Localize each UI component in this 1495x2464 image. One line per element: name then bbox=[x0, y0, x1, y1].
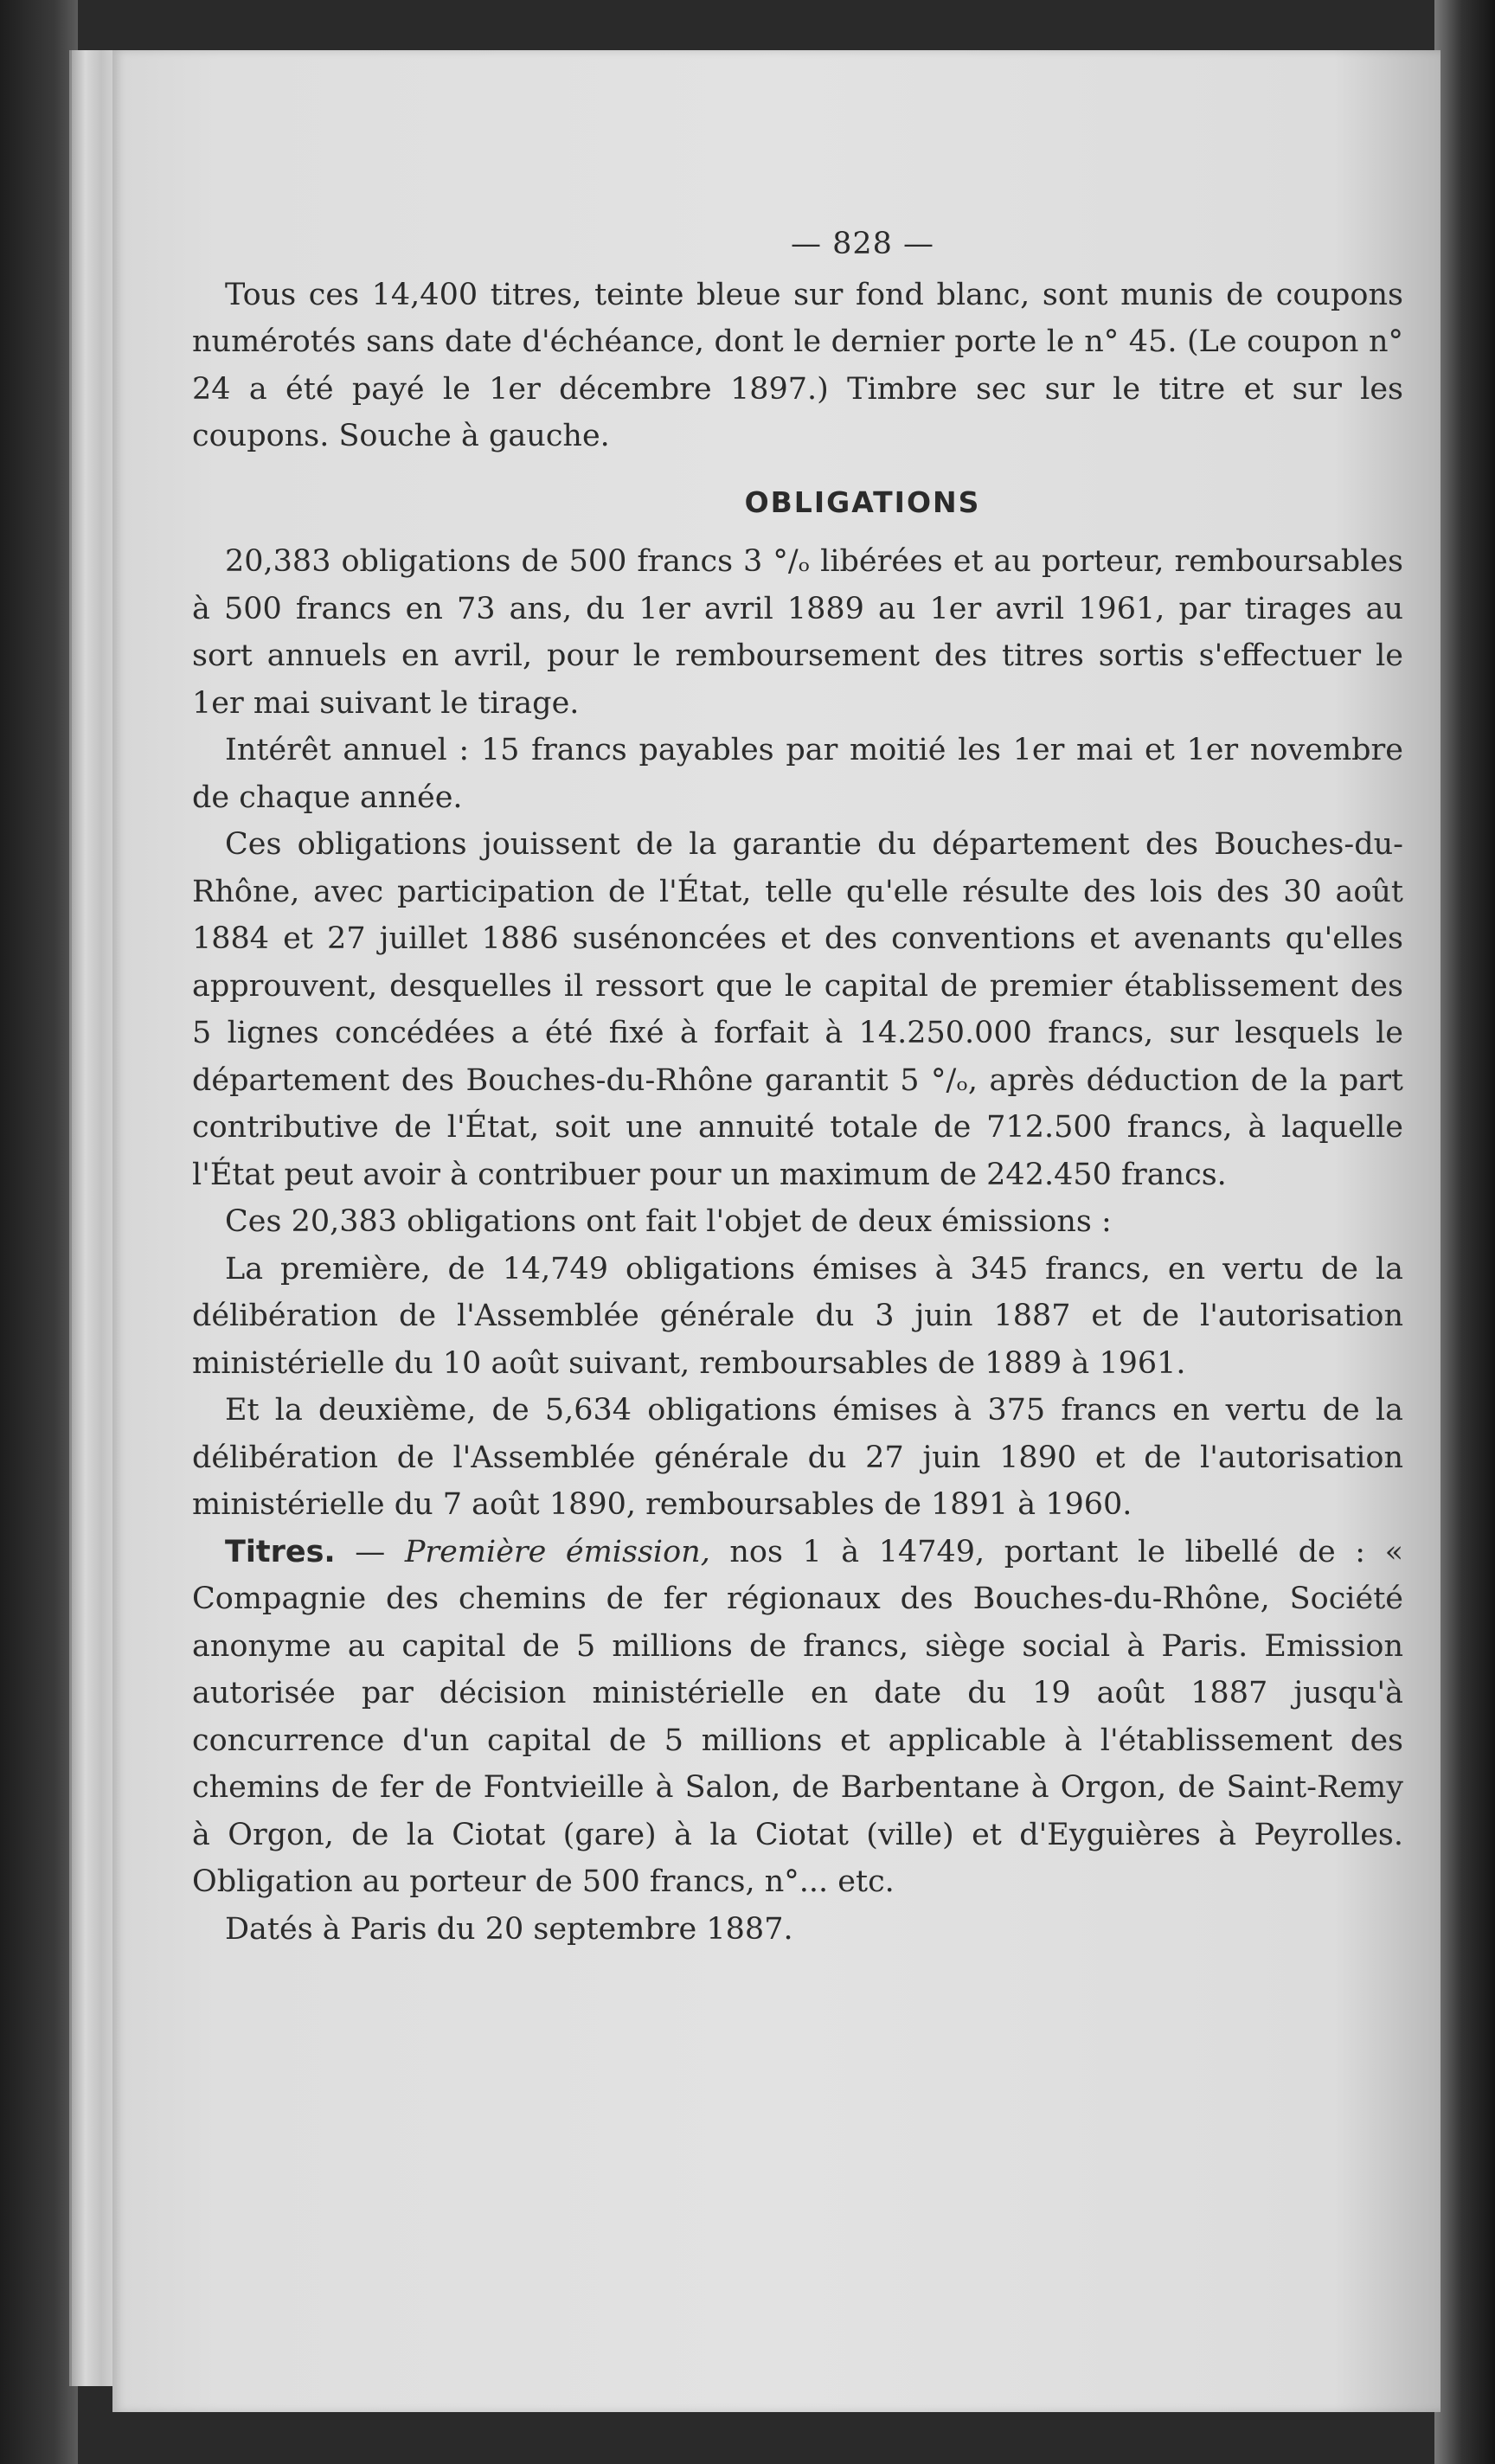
scan-background-left bbox=[0, 0, 78, 2464]
page-number: — 828 — bbox=[790, 227, 935, 261]
paragraph-first-emission: La première, de 14,749 obligations émises à 345 francs, en vertu de la délibération de l'Assemblée générale du 3 juin 1887 et de l'autorisation ministérielle du 10 août suivant, remboursables de 1889 à 1961. bbox=[192, 1251, 1403, 1381]
paragraph-second-emission: Et la deuxième, de 5,634 obligations émises à 375 francs en vertu de la délibération de l'Assemblée générale du 27 juin 1890 et de l'autorisation ministérielle du 7 août 1890, remboursables de 1891 à 1960. bbox=[192, 1393, 1403, 1522]
intro-paragraph: Tous ces 14,400 titres, teinte bleue sur fond blanc, sont munis de coupons numérotés sans date d'échéance, dont le dernier porte le n° 45. (Le coupon n° 24 a été payé le 1er décembre 1897.) Timbre sec sur le titre et sur les coupons. Souche à gauche. bbox=[192, 277, 1403, 453]
paragraph-titres bbox=[192, 1529, 1403, 1906]
titres-dash: — bbox=[335, 1534, 405, 1569]
paragraph-emissions-intro: Ces 20,383 obligations ont fait l'objet de deux émissions : bbox=[225, 1204, 1112, 1239]
paragraph-guarantee: Ces obligations jouissent de la garantie du département des Bouches-du-Rhône, avec participation de l'État, telle qu'elle résulte des lois des 30 août 1884 et 27 juillet 1886 susénoncées et des conventions et avenants qu'elles approuvent, desquelles il ressort que le capital de premier établissement des 5 lignes concédées a été fixé à forfait à 14.250.000 francs, sur lesquels le département des Bouches-du-Rhône garantit 5 °/ₒ, après déduction de la part contributive de l'État, soit une annuité totale de 712.500 francs, à laquelle l'État peut avoir à contribuer pour un maximum de 242.450 francs. bbox=[192, 827, 1403, 1192]
paragraph-interest: Intérêt annuel : 15 francs payables par moitié les 1er mai et 1er novembre de chaque année. bbox=[192, 733, 1403, 815]
section-heading: OBLIGATIONS bbox=[744, 484, 981, 519]
titres-emission: Première émission, bbox=[404, 1534, 710, 1569]
closing-line: Datés à Paris du 20 septembre 1887. bbox=[225, 1911, 793, 1947]
titres-label: Titres. bbox=[225, 1534, 336, 1569]
paragraph-obligations-terms: 20,383 obligations de 500 francs 3 °/ₒ libérées et au porteur, remboursables à 500 francs en 73 ans, du 1er avril 1889 au 1er avril 1961, par tirages au sort annuels en avril, pour le remboursement des titres sortis s'effectuer le 1er mai suivant le tirage. bbox=[192, 544, 1403, 721]
page-text-block bbox=[192, 221, 1403, 1953]
titres-text: nos 1 à 14749, portant le libellé de : « Compagnie des chemins de fer régionaux des Bouches-du-Rhône, Société anonyme au capital de 5 millions de francs, siège social à Paris. Emission autorisée par décision ministérielle en date du 19 août 1887 jusqu'à concurrence d'un capital de 5 millions et applicable à l'établissement des chemins de fer de Fontvieille à Salon, de Barbentane à Orgon, de Saint-Remy à Orgon, de la Ciotat (gare) à la Ciotat (ville) et d'Eyguières à Peyrolles. Obligation au porteur de 500 francs, n°... etc. bbox=[192, 1534, 1403, 1899]
scan-background-right bbox=[1434, 0, 1495, 2464]
